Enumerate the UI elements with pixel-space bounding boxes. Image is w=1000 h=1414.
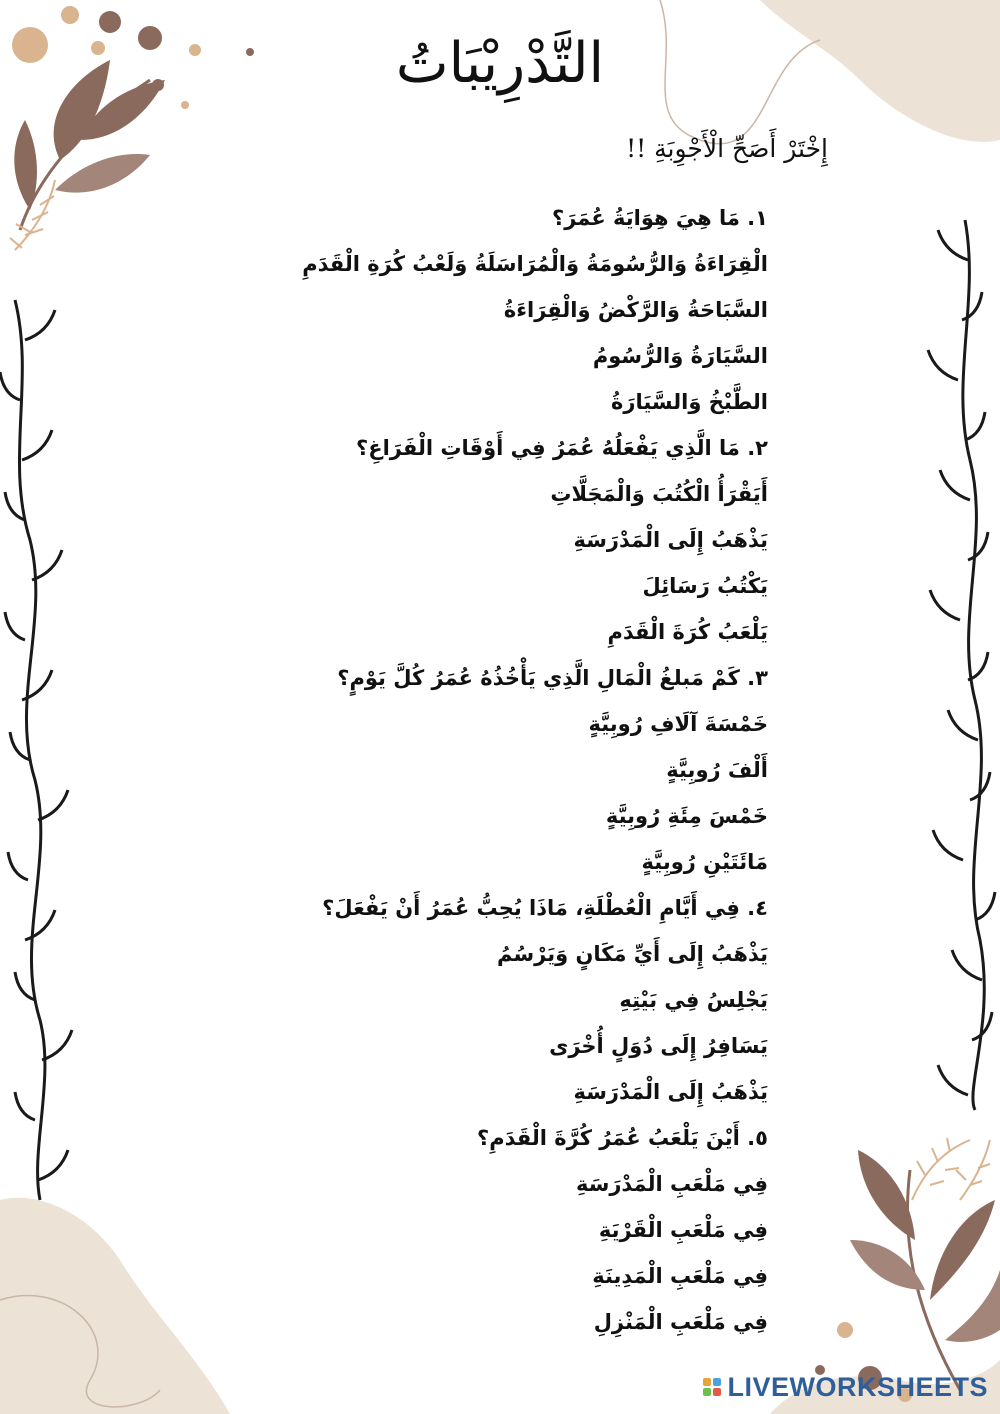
question-5: ٥. أَيْنَ يَلْعَبُ عُمَرُ كُرَّةَ الْقَدَمِ؟ (477, 1126, 768, 1150)
questions-list (208, 195, 768, 1345)
answer-option[interactable]: مَائَتَيْنِ رُوبِيَّةٍ (641, 850, 768, 874)
left-vine (0, 300, 72, 1200)
answer-option[interactable]: فِي مَلْعَبِ الْمَنْزِلِ (593, 1310, 768, 1334)
answer-option[interactable]: يَذْهَبُ إِلَى الْمَدْرَسَةِ (573, 528, 768, 552)
answer-option[interactable]: فِي مَلْعَبِ الْقَرْيَةِ (598, 1218, 768, 1242)
answer-option[interactable]: خَمْسَ مِئَةِ رُوبِيَّةٍ (605, 804, 768, 828)
instruction-text: إِخْتَرْ أَصَحِّ الْأَجْوِبَةِ !! (626, 134, 828, 163)
bottom-right-foliage (815, 1138, 1000, 1402)
answer-option[interactable]: السَّبَاحَةُ وَالرَّكْضُ وَالْقِرَاءَةُ (503, 298, 768, 322)
watermark-text: LIVEWORKSHEETS (727, 1371, 988, 1402)
answer-option[interactable]: يَسَافِرُ إِلَى دُوَلٍ أُخْرَى (549, 1034, 768, 1058)
answer-option[interactable]: خَمْسَةَ آلَافِ رُوبِيَّةٍ (588, 712, 768, 736)
answer-option[interactable]: السَّيَارَةُ وَالرُّسُومُ (592, 344, 768, 368)
right-vine (928, 220, 995, 1110)
question-4: ٤. فِي أَيَّامِ الْعُطْلَةِ، مَاذَا يُحِبُّ عُمَرُ أَنْ يَفْعَلَ؟ (322, 896, 768, 920)
answer-option[interactable]: يَكْتُبُ رَسَائِلَ (642, 574, 768, 598)
answer-option[interactable]: الطَّبْخُ وَالسَّيَارَةُ (610, 390, 768, 414)
answer-option[interactable]: الْقِرَاءَةُ وَالرُّسُومَةُ وَالْمُرَاسَلَةُ وَلَعْبُ كُرَةِ الْقَدَمِ (302, 252, 768, 276)
liveworksheets-logo-icon (703, 1378, 721, 1396)
answer-option[interactable]: يَجْلِسُ فِي بَيْتِهِ (619, 988, 768, 1012)
page-title: التَّدْرِيْبَاتُ (395, 31, 605, 96)
answer-option[interactable]: فِي مَلْعَبِ الْمَدِينَةِ (592, 1264, 768, 1288)
answer-option[interactable]: يَذْهَبُ إِلَى الْمَدْرَسَةِ (573, 1080, 768, 1104)
question-2: ٢. مَا الَّذِي يَفْعَلُهُ عُمَرُ فِي أَوْقَاتِ الْفَرَاغِ؟ (356, 436, 768, 460)
answer-option[interactable]: أَيَقْرَأُ الْكُتُبَ وَالْمَجَلَّاتِ (550, 482, 768, 506)
answer-option[interactable]: يَذْهَبُ إِلَى أَيِّ مَكَانٍ وَيَرْسُمُ (497, 942, 768, 966)
question-3: ٣. كَمْ مَبلغُ الْمَالِ الَّذِي يَأْخُذُهُ عُمَرُ كُلَّ يَوْمٍ؟ (337, 666, 768, 690)
bottom-left-blob (0, 1198, 230, 1414)
answer-option[interactable]: يَلْعَبُ كُرَةَ الْقَدَمِ (607, 620, 768, 644)
answer-option[interactable]: فِي مَلْعَبِ الْمَدْرَسَةِ (575, 1172, 768, 1196)
liveworksheets-watermark[interactable] (703, 1370, 988, 1404)
question-1: ١. مَا هِيَ هِوَايَةُ عُمَرَ؟ (552, 206, 768, 230)
answer-option[interactable]: أَلْفَ رُوبِيَّةٍ (666, 758, 768, 782)
